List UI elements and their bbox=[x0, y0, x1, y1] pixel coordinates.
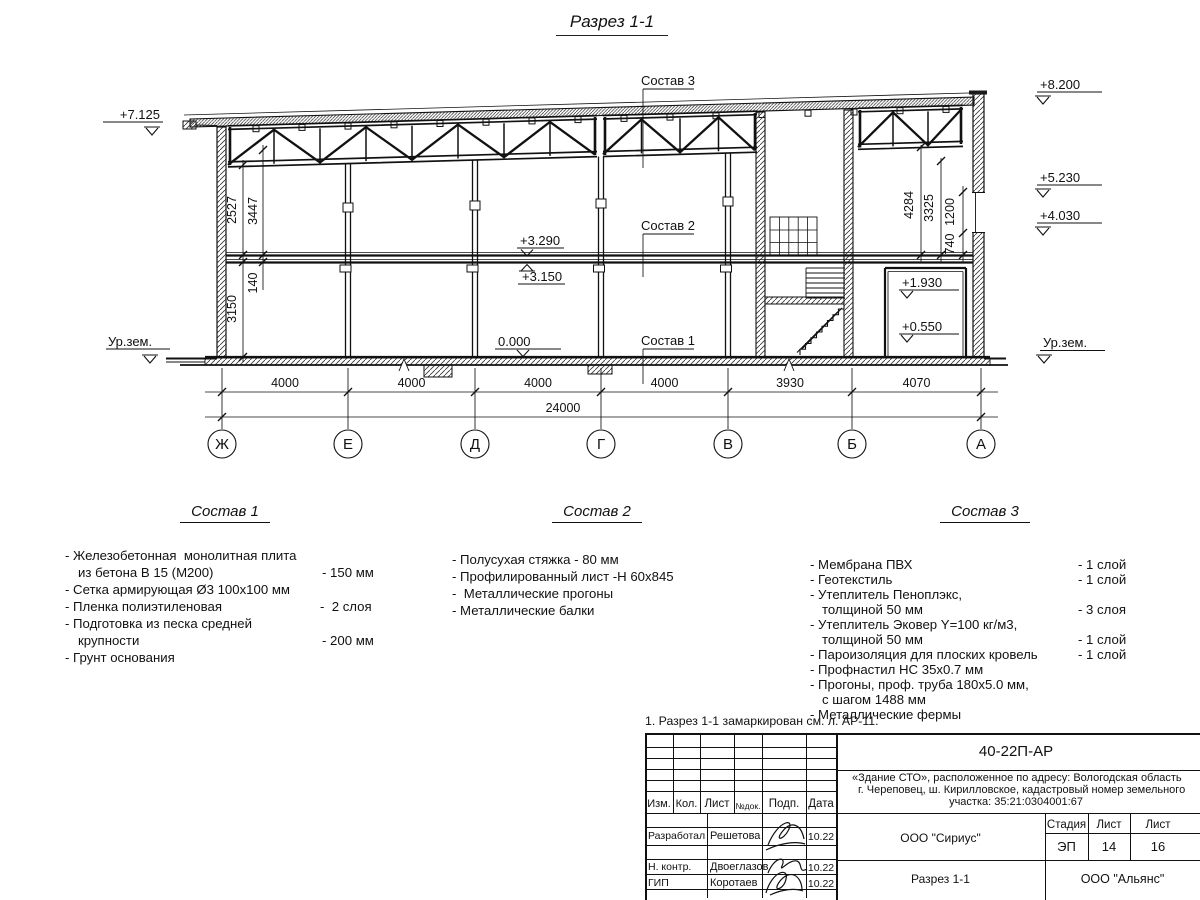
comp3-line: - Утеплитель Пеноплэкс, bbox=[810, 587, 963, 602]
signature-2 bbox=[768, 859, 807, 873]
col-list: Лист bbox=[704, 798, 730, 810]
doc-number: 40-22П-АР bbox=[978, 743, 1054, 760]
stair-landing bbox=[765, 297, 844, 304]
sheets-label: Лист bbox=[1145, 819, 1171, 831]
axis-label: Б bbox=[847, 436, 857, 453]
hdim: 3930 bbox=[776, 376, 804, 390]
col-kol: Кол. bbox=[675, 798, 698, 810]
elevation-text: 0.000 bbox=[498, 334, 531, 349]
composition-2-title: Состав 2 bbox=[552, 503, 642, 523]
stage-label: Стадия bbox=[1046, 819, 1087, 831]
elevation-text: +3.290 bbox=[520, 233, 561, 248]
org-name: ООО "Сириус" bbox=[900, 831, 981, 845]
elevation-text: +8.200 bbox=[1040, 77, 1081, 92]
row-name: Двоеглазов bbox=[710, 861, 769, 873]
comp3-line: толщиной 50 мм bbox=[822, 632, 923, 647]
comp3-line: - Пароизоляция для плоских кровель bbox=[810, 647, 1038, 662]
vdim: 4284 bbox=[902, 191, 916, 219]
comp3-line: - Прогоны, проф. труба 180х5.0 мм, bbox=[810, 677, 1029, 692]
axis-label: Е bbox=[342, 436, 354, 453]
vdim: 740 bbox=[943, 233, 957, 255]
page-title: Разрез 1-1 bbox=[556, 12, 668, 36]
stair-railing-grid bbox=[770, 217, 817, 255]
composition-1-title: Состав 1 bbox=[180, 503, 270, 523]
row-date: 10.22 bbox=[807, 831, 835, 843]
elevation-text: +7.125 bbox=[119, 107, 160, 122]
comp1-value: - 150 мм bbox=[322, 565, 374, 580]
hdim: 4000 bbox=[650, 376, 679, 390]
comp3-value: - 1 слой bbox=[1078, 557, 1127, 572]
walls bbox=[217, 91, 987, 358]
comp3-line: - Утеплитель Эковер Y=100 кг/м3, bbox=[810, 617, 1018, 632]
callout-sostav3: Состав 3 bbox=[641, 73, 695, 88]
foundation-pad bbox=[588, 365, 612, 374]
comp3-line: - Металлические фермы bbox=[810, 707, 962, 722]
comp3-value: - 1 слой bbox=[1078, 632, 1127, 647]
parapet-cap bbox=[969, 91, 987, 95]
stair-shaft-wall-left bbox=[756, 112, 765, 357]
axis-label: Ж bbox=[215, 436, 229, 453]
col-podp: Подп. bbox=[768, 798, 800, 810]
signature-3 bbox=[766, 872, 803, 895]
elevation-text: +1.930 bbox=[902, 275, 943, 290]
vdim: 2527 bbox=[225, 196, 239, 224]
col-data: Дата bbox=[808, 798, 834, 810]
col-izm: Изм. bbox=[647, 798, 671, 810]
gutter bbox=[183, 121, 196, 129]
comp2-line: - Полусухая стяжка - 80 мм bbox=[452, 552, 619, 567]
axis-label: В bbox=[722, 436, 734, 453]
ground-level-text: Ур.зем. bbox=[1043, 335, 1088, 350]
stair-shaft-wall-right bbox=[844, 110, 853, 357]
sheet-note: 1. Разрез 1-1 замаркирован см. л. АР-11. bbox=[645, 714, 879, 728]
axis-label: Г bbox=[596, 436, 606, 453]
comp1-value: - 2 слоя bbox=[320, 599, 372, 614]
row-name: Решетова bbox=[710, 830, 761, 842]
comp1-line: из бетона В 15 (М200) bbox=[78, 565, 214, 580]
vdim: 3150 bbox=[225, 295, 239, 323]
vdim: 3447 bbox=[246, 197, 260, 225]
drawing-name: Разрез 1-1 bbox=[911, 872, 970, 886]
object-line: «Здание СТО», расположенное по адресу: Вологодская область bbox=[852, 772, 1182, 784]
ground bbox=[166, 357, 1008, 377]
comp1-line: - Подготовка из песка средней bbox=[65, 616, 252, 631]
comp1-line: - Грунт основания bbox=[65, 650, 175, 665]
col-ndok: №док. bbox=[735, 801, 761, 811]
comp3-value: - 3 слоя bbox=[1078, 602, 1126, 617]
dimension-lines bbox=[205, 89, 998, 429]
comp1-line: - Пленка полиэтиленовая bbox=[65, 599, 222, 614]
floor-slab bbox=[226, 253, 973, 263]
comp1-line: - Железобетонная монолитная плита bbox=[65, 548, 297, 563]
vdim: 140 bbox=[246, 272, 260, 294]
object-line: г. Череповец, ш. Кирилловское, кадастровый номер земельного bbox=[858, 784, 1186, 796]
comp3-line: - Мембрана ПВХ bbox=[810, 557, 913, 572]
comp1-line: - Сетка армирующая Ø3 100х100 мм bbox=[65, 582, 290, 597]
elevation-text: +5.230 bbox=[1040, 170, 1081, 185]
hdim-total: 24000 bbox=[545, 401, 581, 415]
axis-bubbles bbox=[208, 430, 995, 458]
comp3-line: - Геотекстиль bbox=[810, 572, 893, 587]
row-date: 10.22 bbox=[807, 862, 835, 874]
vdim: 1200 bbox=[943, 198, 957, 226]
comp3-line: толщиной 50 мм bbox=[822, 602, 923, 617]
comp3-value: - 1 слой bbox=[1078, 647, 1127, 662]
sheet-label: Лист bbox=[1096, 819, 1122, 831]
hdim: 4000 bbox=[271, 376, 299, 390]
ground-level-text: Ур.зем. bbox=[108, 334, 153, 349]
elevation-text: +0.550 bbox=[902, 319, 943, 334]
hdim: 4070 bbox=[902, 376, 931, 390]
comp3-line: с шагом 1488 мм bbox=[822, 692, 926, 707]
stair-steps bbox=[800, 309, 844, 355]
sheet-value: 14 bbox=[1101, 839, 1117, 854]
org2-name: ООО "Альянс" bbox=[1080, 872, 1165, 886]
hdim: 4000 bbox=[524, 376, 552, 390]
window-opening bbox=[972, 192, 985, 233]
row-role: Н. контр. bbox=[648, 861, 692, 873]
row-date: 10.22 bbox=[807, 878, 835, 890]
vdim: 3325 bbox=[922, 194, 936, 222]
comp2-line: - Профилированный лист -Н 60х845 bbox=[452, 569, 674, 584]
comp3-value: - 1 слой bbox=[1078, 572, 1127, 587]
elevation-text: +3.150 bbox=[522, 269, 563, 284]
callout-sostav1: Состав 1 bbox=[641, 333, 695, 348]
callout-sostav2: Состав 2 bbox=[641, 218, 695, 233]
object-line: участка: 35:21:0304001:67 bbox=[949, 796, 1083, 808]
comp2-line: - Металлические балки bbox=[452, 603, 595, 618]
sheets-value: 16 bbox=[1150, 839, 1166, 854]
foundation-pad bbox=[424, 365, 452, 377]
stage-value: ЭП bbox=[1057, 839, 1076, 854]
comp1-line: крупности bbox=[78, 633, 140, 648]
elevation-text: +4.030 bbox=[1040, 208, 1081, 223]
staircase bbox=[765, 217, 845, 355]
row-role: ГИП bbox=[648, 877, 669, 889]
comp2-line: - Металлические прогоны bbox=[452, 586, 614, 601]
axis-label: А bbox=[975, 436, 987, 453]
comp3-line: - Профнастил НС 35х0.7 мм bbox=[810, 662, 984, 677]
comp1-value: - 200 мм bbox=[322, 633, 374, 648]
axis-label: Д bbox=[469, 436, 481, 453]
hdim: 4000 bbox=[397, 376, 426, 390]
row-role: Разработал bbox=[648, 830, 706, 842]
composition-3-title: Состав 3 bbox=[940, 503, 1030, 523]
row-name: Коротаев bbox=[710, 877, 758, 889]
